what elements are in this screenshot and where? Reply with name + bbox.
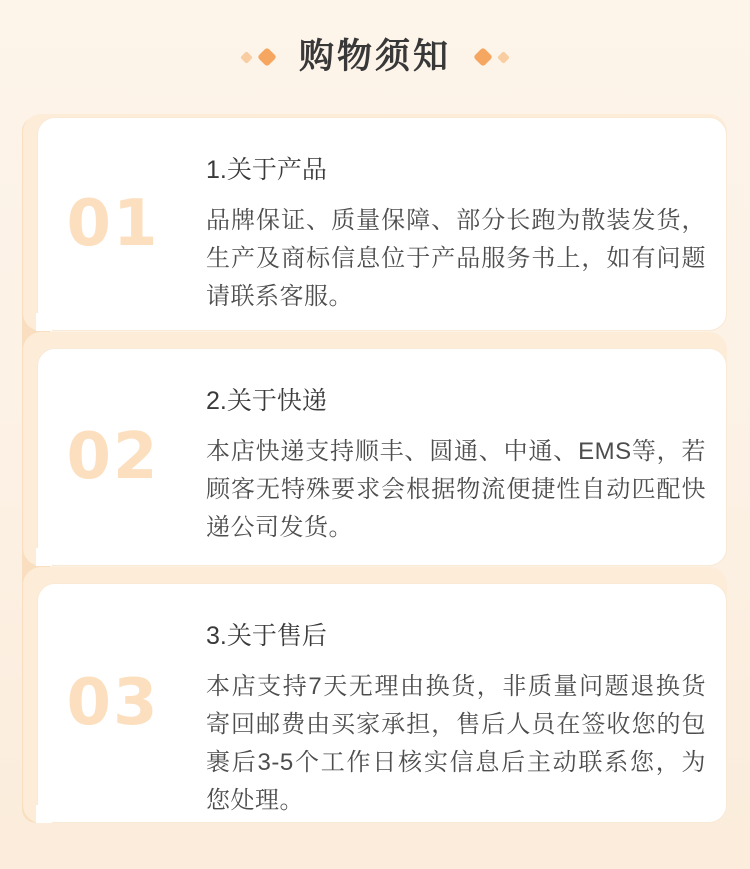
page-header: [0, 0, 750, 78]
section-heading: 3.关于售后: [206, 622, 327, 650]
section-heading: 1.关于产品: [206, 156, 327, 184]
notice-card-product: [37, 117, 727, 331]
section-body: 本店快递支持顺丰、圆通、中通、EMS等，若顾客无特殊要求会根据物流便捷性自动匹配快递公司发货。: [206, 438, 706, 541]
notice-card-aftersale: [37, 583, 727, 823]
page-title: 购物须知: [298, 37, 451, 76]
section-body: 品牌保证、质量保障、部分长跑为散装发货，生产及商标信息位于产品服务书上，如有问题请联系客服。: [206, 207, 706, 310]
notice-cards: [37, 117, 727, 823]
section-number: 01: [66, 187, 160, 261]
section-body: 本店支持7天无理由换货，非质量问题退换货寄回邮费由买家承担，售后人员在签收您的包裹后3-5个工作日核实信息后主动联系您，为您处理。: [206, 673, 706, 814]
diamond-icon: [473, 47, 493, 67]
section-number: 03: [66, 666, 160, 740]
section-number: 02: [66, 420, 160, 494]
section-heading: 2.关于快递: [206, 387, 327, 415]
diamond-icon: [257, 47, 277, 67]
diamond-icon: [497, 51, 510, 64]
notice-card-shipping: [37, 348, 727, 566]
diamond-icon: [240, 51, 253, 64]
